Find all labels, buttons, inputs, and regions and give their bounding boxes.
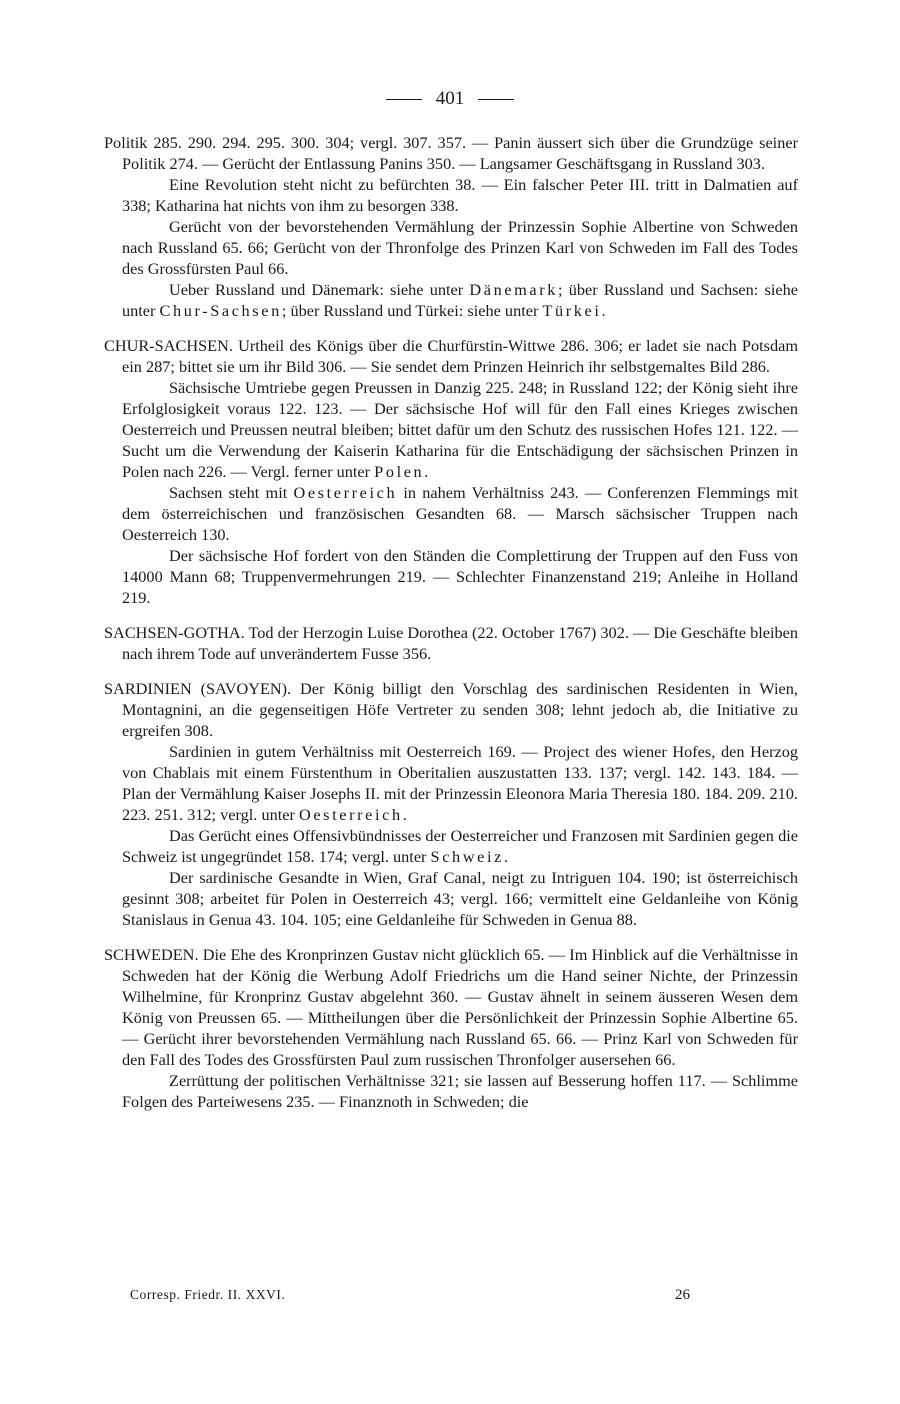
footer-signature: Corresp. Friedr. II. XXVI. (130, 1287, 286, 1302)
entry-text: ; über Russland und Türkei: siehe unter (281, 301, 543, 320)
entry-heading: SCHWEDEN. (104, 945, 199, 964)
index-entry (104, 622, 798, 664)
entry-paragraph (104, 377, 798, 482)
entry-heading: SARDINIEN (SAVOYEN). (104, 679, 292, 698)
entry-paragraph (104, 482, 798, 545)
entry-text: Sachsen steht mit (169, 483, 294, 502)
entry-text: . (402, 805, 407, 824)
cross-reference: Türkei (542, 301, 602, 320)
entry-paragraph (104, 944, 798, 1070)
entry-text: in nahem Verhältniss 243. — Conferenzen Flemmings mit dem österreichischen und französischen Gesandten 68. — Marsch sächsischer Truppen nach Oesterreich 130. (122, 483, 798, 544)
entry-text: Zerrüttung der politischen Verhältnisse 321; sie lassen auf Besserung hoffen 117. — Schlimme Folgen des Parteiwesens 235. — Finanznoth in Schweden; die (122, 1071, 798, 1111)
index-entry (104, 132, 798, 321)
page-footer (130, 1287, 690, 1304)
footer-sheet-number: 26 (675, 1287, 690, 1303)
entry-text: Der sardinische Gesandte in Wien, Graf Canal, neigt zu Intriguen 104. 190; ist österreichisch gesinnt 308; arbeitet für Polen in Oesterreich 43; vergl. 166; vermittelt eine Geldanleihe von König Stanislaus in Genua 43. 104. 105; eine Geldanleihe für Schweden in Genua 88. (122, 868, 798, 929)
entry-text: ; über Russland und Sachsen: siehe unter (122, 280, 798, 320)
entry-text: Ueber Russland und Dänemark: siehe unter (169, 280, 470, 299)
entry-text: . (601, 301, 606, 320)
cross-reference: Dänemark (469, 280, 559, 299)
entry-text: Urtheil des Königs über die Churfürstin-Wittwe 286. 306; er ladet sie nach Potsdam ein 287; bittet sie um ihr Bild 306. — Sie sendet dem Prinzen Heinrich ihr selbstgemaltes Bild 286. (122, 336, 798, 376)
cross-reference: Oesterreich (298, 805, 403, 824)
entry-text: . (424, 462, 429, 481)
entry-text: Das Gerücht eines Offensivbündnisses der Oesterreicher und Franzosen mit Sardinien gegen die Schweiz ist ungegründet 158. 174; vergl. unter (122, 826, 798, 866)
index-entry (104, 335, 798, 608)
cross-reference: Oesterreich (293, 483, 398, 502)
entry-text: . (503, 847, 509, 866)
entry-heading: CHUR-SACHSEN. (104, 336, 233, 355)
entry-paragraph (104, 825, 798, 867)
entry-paragraph (104, 545, 798, 608)
entry-paragraph (104, 622, 798, 664)
header-rule-right (478, 99, 514, 100)
entry-text: Der König billigt den Vorschlag des sardinischen Residenten in Wien, Montagnini, an die gegenseitigen Höfe Vertreter zu senden 308; lehnt jedoch ab, die Initiative zu ergreifen 308. (122, 679, 798, 740)
header-rule-left (386, 99, 422, 100)
entry-paragraph (104, 174, 798, 216)
cross-reference: Polen (374, 462, 425, 481)
entry-text: Die Ehe des Kronprinzen Gustav nicht glücklich 65. — Im Hinblick auf die Verhältnisse in Schweden hat der König die Werbung Adolf Friedrichs um die Hand seiner Nichte, der Prinzessin Wilhelmine, für Kronprinz Gustav abgelehnt 360. — Gustav ähnelt in seinem äusseren Wesen dem König von Preussen 65. — Mittheilungen über die Persönlichkeit der Prinzessin Sophie Albertine 65. — Gerücht ihrer bevorstehenden Vermählung nach Russland 65. 66. — Prinz Karl von Schweden für den Fall des Todes des Grossfürsten Paul zum russischen Thronfolger ausersehen 66. (122, 945, 799, 1069)
entry-paragraph (104, 678, 798, 741)
entry-paragraph (104, 1070, 798, 1112)
page-number: 401 (435, 88, 465, 109)
entry-paragraph (104, 741, 798, 825)
index-body (104, 132, 798, 1126)
entry-paragraph (104, 216, 798, 279)
entry-paragraph (104, 279, 798, 321)
entry-heading: SACHSEN-GOTHA. (104, 623, 245, 642)
cross-reference: Chur-Sachsen (159, 301, 282, 320)
entry-paragraph (104, 132, 798, 174)
entry-paragraph (104, 867, 798, 930)
entry-text: Politik 285. 290. 294. 295. 300. 304; vergl. 307. 357. — Panin äussert sich über die Grundzüge seiner Politik 274. — Gerücht der Entlassung Panins 350. — Langsamer Geschäftsgang in Russland 303. (104, 133, 798, 173)
entry-text: Tod der Herzogin Luise Dorothea (22. October 1767) 302. — Die Geschäfte bleiben nach ihrem Tode auf unverändertem Fusse 356. (122, 623, 798, 663)
page-header (0, 88, 900, 110)
cross-reference: Schweiz (430, 847, 504, 866)
entry-paragraph (104, 335, 798, 377)
entry-text: Sardinien in gutem Verhältniss mit Oesterreich 169. — Project des wiener Hofes, den Herzog von Chablais mit einem Fürstenthum in Oberitalien auszustatten 133. 137; vergl. 142. 143. 184. — Plan der Vermählung Kaiser Josephs II. mit der Prinzessin Eleonora Maria Theresia 180. 184. 209. 210. 223. 251. 312; vergl. unter (122, 742, 798, 824)
entry-text: Gerücht von der bevorstehenden Vermählung der Prinzessin Sophie Albertine von Schweden nach Russland 65. 66; Gerücht von der Thronfolge des Prinzen Karl von Schweden im Fall des Todes des Grossfürsten Paul 66. (122, 217, 798, 278)
index-entry (104, 678, 798, 930)
entry-text: Sächsische Umtriebe gegen Preussen in Danzig 225. 248; in Russland 122; der König sieht ihre Erfolglosigkeit voraus 122. 123. — Der sächsische Hof will für den Fall eines Krieges zwischen Oesterreich und Preussen neutral bleiben; bittet dafür um den Schutz des russischen Hofes 121. 122. — Sucht um die Verwendung der Kaiserin Katharina für die Entschädigung der sächsischen Prinzen in Polen nach 226. — Vergl. ferner unter (122, 378, 798, 481)
entry-text: Der sächsische Hof fordert von den Ständen die Complettirung der Truppen auf den Fuss von 14000 Mann 68; Truppenvermehrungen 219. — Schlechter Finanzenstand 219; Anleihe in Holland 219. (122, 546, 798, 607)
index-entry (104, 944, 798, 1112)
entry-text: Eine Revolution steht nicht zu befürchten 38. — Ein falscher Peter III. tritt in Dalmatien auf 338; Katharina hat nichts von ihm zu besorgen 338. (122, 175, 798, 215)
